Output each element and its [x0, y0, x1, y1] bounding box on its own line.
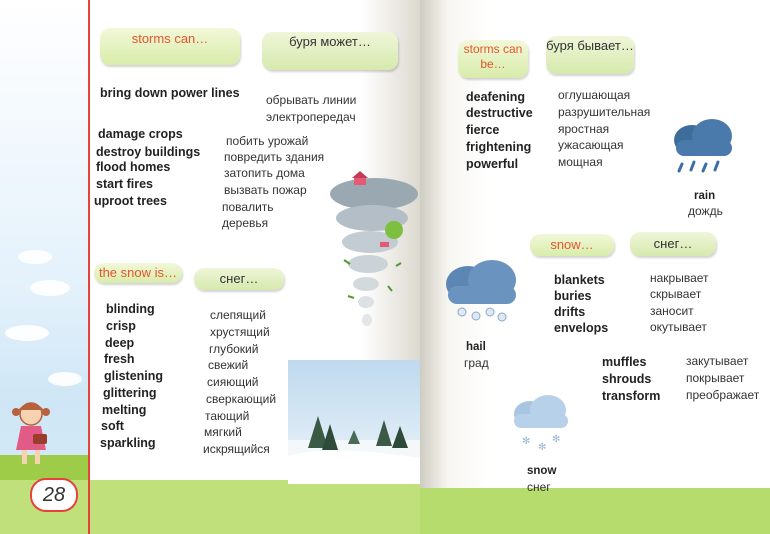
snow-adj-en: glistening [104, 369, 164, 383]
snow-adj-en: fresh [104, 352, 135, 366]
snow-adj-en: soft [101, 419, 124, 433]
snow-pill-en [530, 234, 614, 256]
more-verb-en: muffles [602, 355, 647, 369]
girl-illustration-icon [6, 398, 56, 470]
snow-adj-en: melting [102, 403, 147, 417]
storm-adj-en: powerful [466, 157, 519, 171]
snow-verb-ru: заносит [650, 304, 694, 318]
snow-adj-en: sparkling [100, 436, 156, 450]
snow-pill-ru [630, 232, 716, 256]
snow-adj-en: deep [105, 336, 135, 350]
snow-adj-ru: хрустящий [210, 325, 270, 339]
decor-cloud [48, 372, 82, 386]
hail-label: hail [466, 341, 486, 353]
verb-en: damage crops [98, 127, 183, 141]
snow-is-text: the snow is… [98, 265, 178, 280]
snow-adj-ru: искрящийся [203, 442, 270, 456]
snow-adj-ru: глубокий [209, 342, 259, 356]
snow-adj-ru: свежий [208, 358, 249, 372]
storm-adj-en: deafening [466, 90, 526, 104]
page-number: 28 [30, 478, 78, 512]
burya-byvaet-label [546, 36, 634, 74]
snow-label-ru: снег [527, 480, 551, 494]
decor-cloud [5, 325, 49, 341]
decor-cloud [30, 280, 70, 296]
storms-can-text: storms can… [131, 31, 209, 46]
snow-verb-ru: накрывает [650, 271, 709, 285]
snow-verb-en: envelops [554, 321, 609, 335]
sneg-label [194, 268, 284, 290]
hail-cloud-icon [440, 256, 522, 324]
storm-adj-ru: ужасающая [558, 138, 624, 152]
snow-adj-ru: мягкий [204, 425, 242, 439]
storm-adj-ru: мощная [558, 155, 603, 169]
snow-is-label [94, 263, 182, 283]
verb-en: start fires [96, 177, 153, 191]
storm-adj-ru: оглушающая [558, 88, 631, 102]
burya-mozhet-label [262, 32, 398, 70]
snow-cloud-icon [508, 392, 574, 456]
rain-label-ru: дождь [688, 204, 723, 218]
decor-cloud [18, 250, 52, 264]
sneg-text: снег… [219, 271, 259, 286]
storm-adj-ru: разрушительная [558, 105, 651, 119]
snow-adj-ru: сияющий [207, 375, 259, 389]
storm-adj-en: destructive [466, 106, 533, 120]
more-verb-ru: преображает [686, 388, 760, 402]
verb-en: uproot trees [94, 194, 167, 208]
more-verb-ru: закутывает [686, 354, 749, 368]
burya-byvaet-text: буря бывает… [546, 38, 634, 53]
snow-verb-ru: окутывает [650, 320, 707, 334]
storm-adj-ru: яростная [558, 122, 610, 136]
snow-label: snow [527, 465, 557, 477]
verb-en: bring down power lines [100, 86, 240, 100]
svg-text:✻: ✻ [552, 434, 561, 445]
verb-ru: повалить деревья [222, 200, 274, 230]
snow-verb-en: blankets [554, 273, 605, 287]
storms-can-be-label [458, 40, 528, 78]
snow-adj-en: crisp [106, 319, 136, 333]
verb-ru: затопить дома [224, 166, 305, 180]
right-footer-band [420, 488, 770, 534]
hail-label-ru: град [464, 356, 489, 370]
snow-verb-en: drifts [554, 305, 586, 319]
storm-adj-en: fierce [466, 123, 500, 137]
snow-verb-ru: скрывает [650, 287, 702, 301]
snow-adj-ru: тающий [205, 409, 250, 423]
verb-en: destroy buildings [96, 145, 201, 159]
snow-adj-en: glittering [103, 386, 157, 400]
verb-ru: обрывать линии электропередач [266, 93, 357, 124]
tornado-icon [326, 170, 422, 342]
verb-ru: вызвать пожар [224, 183, 307, 197]
storms-can-be-text: storms can be… [463, 42, 523, 71]
storm-adj-en: frightening [466, 140, 532, 154]
storms-can-label [100, 28, 240, 65]
snow-pill-ru-text: снег… [653, 236, 693, 251]
snow-adj-ru: сверкающий [206, 392, 277, 406]
more-verb-ru: покрывает [686, 371, 745, 385]
more-verb-en: transform [602, 389, 661, 403]
more-verb-en: shrouds [602, 372, 652, 386]
verb-ru: повредить здания [224, 150, 325, 164]
snowy-forest-photo [288, 360, 420, 484]
burya-mozhet-text: буря может… [289, 34, 371, 49]
svg-text:✻: ✻ [522, 436, 531, 447]
left-margin-rule [88, 0, 90, 534]
verb-ru: побить урожай [226, 134, 309, 148]
snow-verb-en: buries [554, 289, 592, 303]
rain-cloud-icon [668, 116, 738, 176]
svg-text:✻: ✻ [538, 442, 547, 453]
rain-label: rain [694, 190, 716, 202]
snow-adj-en: blinding [106, 302, 155, 316]
snow-pill-en-text: snow… [550, 237, 594, 252]
verb-en: flood homes [96, 160, 171, 174]
snow-adj-ru: слепящий [210, 308, 266, 322]
